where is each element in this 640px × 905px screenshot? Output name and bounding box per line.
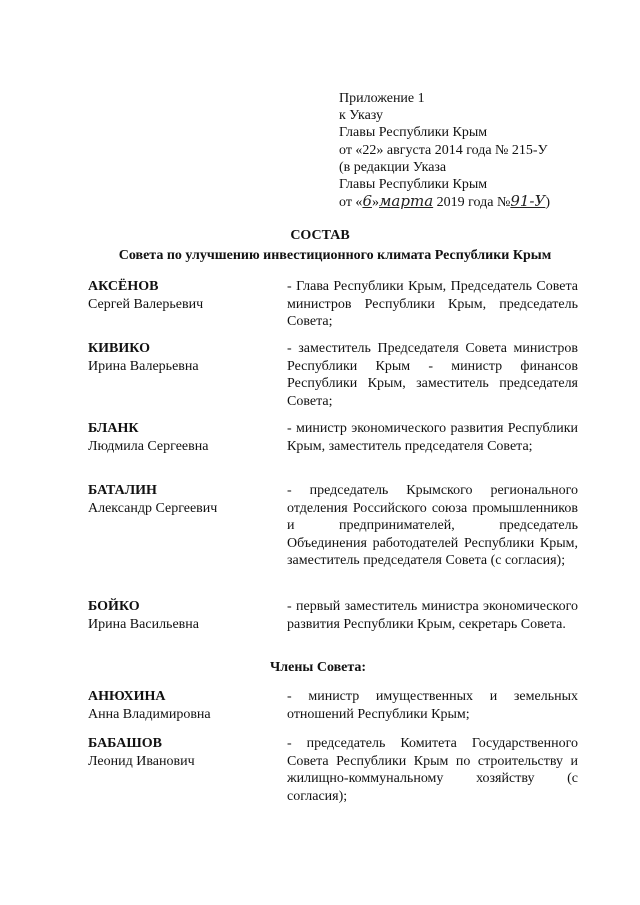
appendix-block	[339, 90, 619, 211]
date-suffix: )	[545, 195, 550, 211]
date-year: 2019 года №	[433, 195, 511, 211]
person-surname: БЛАНК	[88, 421, 139, 436]
person-given-name: Ирина Валерьевна	[88, 358, 199, 374]
person-position: - председатель Крымского регионального отделения Российского союза промышленников и предпринимателей, председатель Объединения работодателей Республики Крым, заместитель председателя Совета (с согласия);	[287, 483, 578, 568]
member-surname: АНЮХИНА	[88, 689, 166, 704]
person-name	[88, 482, 278, 517]
appendix-line: Главы Республики Крым	[339, 125, 488, 141]
person-given-name: Ирина Васильевна	[88, 616, 199, 632]
handwritten-month: марта	[378, 192, 434, 211]
person-given-name: Александр Сергеевич	[88, 500, 218, 516]
date-prefix: от «	[339, 195, 363, 211]
member-surname: БАБАШОВ	[88, 736, 162, 751]
document-subtitle: Совета по улучшению инвестиционного климата Республики Крым	[118, 248, 552, 263]
person-name	[88, 278, 278, 313]
person-given-name: Сергей Валерьевич	[88, 296, 204, 312]
person-position: - заместитель Председателя Совета министров Республики Крым - министр финансов Республики Крым, заместитель председателя Совета;	[287, 341, 578, 409]
member-name	[88, 688, 278, 723]
person-position: - министр экономического развития Республики Крым, заместитель председателя Совета;	[287, 421, 578, 454]
members-heading: Члены Совета:	[270, 660, 367, 675]
handwritten-number: 91-У	[510, 192, 546, 211]
person-position: - первый заместитель министра экономического развития Республики Крым, секретарь Совета.	[287, 599, 578, 632]
document-title: СОСТАВ	[290, 228, 350, 243]
appendix-line: к Указу	[339, 108, 384, 124]
appendix-line: Приложение 1	[339, 91, 425, 106]
person-name	[88, 598, 278, 633]
member-position: - председатель Комитета Государственного Совета Республики Крым по строительству и жилищно-коммунальному хозяйству (с согласия);	[287, 736, 578, 804]
person-name	[88, 420, 278, 455]
person-position: - Глава Республики Крым, Председатель Совета министров Республики Крым, председатель Совета;	[287, 279, 578, 329]
member-name	[88, 735, 278, 770]
member-given-name: Леонид Иванович	[88, 753, 195, 769]
person-surname: БОЙКО	[88, 599, 140, 614]
handwritten-day: 6	[362, 192, 372, 211]
appendix-date-line	[339, 193, 619, 211]
appendix-line: Главы Республики Крым	[339, 177, 488, 193]
person-given-name: Людмила Сергеевна	[88, 438, 209, 454]
person-surname: КИВИКО	[88, 341, 150, 356]
person-surname: БАТАЛИН	[88, 483, 157, 498]
person-surname: АКСЁНОВ	[88, 279, 159, 294]
date-mid: »	[371, 195, 379, 211]
appendix-line: (в редакции Указа	[339, 159, 447, 175]
person-name	[88, 340, 278, 375]
appendix-line: от «22» августа 2014 года № 215-У	[339, 142, 548, 158]
member-position: - министр имущественных и земельных отношений Республики Крым;	[287, 689, 578, 722]
member-given-name: Анна Владимировна	[88, 706, 211, 722]
